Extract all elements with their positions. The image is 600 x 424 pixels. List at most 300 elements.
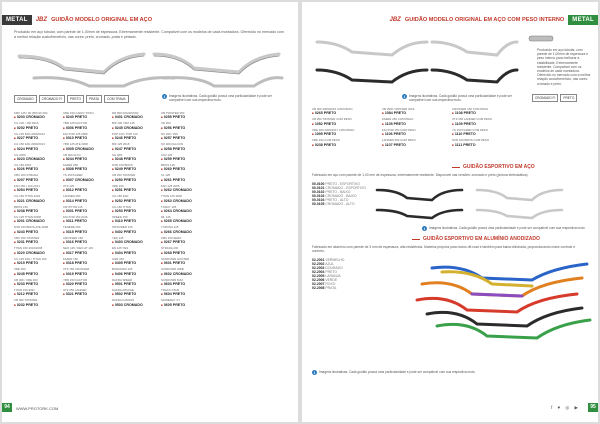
product-column bbox=[63, 112, 108, 310]
product-code: ■ 0503 CROMADO bbox=[112, 303, 157, 307]
model-name: BIZ 100 / BIZ 125 bbox=[112, 121, 135, 126]
product-code: ■ 0311 PRETO bbox=[63, 219, 108, 223]
left-note-text: Imagens ilustrativas. Cada guidão possui uma particularidade e pode ser compatível com sua respectiva moto. bbox=[169, 94, 272, 102]
product-code: ■ 0245 PRETO bbox=[14, 272, 59, 276]
product-code: ■ 0602 CROMADO bbox=[161, 272, 206, 276]
product-code: ■ 0312 PRETO bbox=[63, 188, 108, 192]
right-page bbox=[302, 2, 598, 422]
model-name: CG 160 2016 bbox=[14, 163, 32, 168]
model-name: NEO 125 / NEO AT 115 bbox=[63, 246, 94, 251]
model-name: EN 125 YES bbox=[112, 246, 129, 251]
section-aluminio-text: Fabricado em alumínio com parede de 3 mm de espessura, alta resistência. Modelos próprios para motos off-road e também para baixa cilindrada, proporcionando maior controle e conforto. bbox=[312, 245, 576, 253]
product-entry bbox=[14, 174, 59, 181]
section-esportivo-aco-list bbox=[312, 182, 366, 206]
product-code: ■ 0301 PRETO bbox=[63, 209, 108, 213]
product-code: ■ 0243 PRETO bbox=[14, 230, 59, 234]
model-name: BIZ 125 2018 bbox=[112, 142, 130, 147]
product-entry bbox=[63, 174, 108, 181]
code: 02-2004 bbox=[312, 270, 325, 274]
model-name: DAFRA KANSAS bbox=[112, 298, 135, 303]
variant: CROMADO - ALTO bbox=[325, 202, 355, 206]
product-entry bbox=[63, 164, 108, 171]
left-image-note bbox=[162, 94, 287, 102]
info-icon: i bbox=[423, 226, 426, 231]
product-entry bbox=[63, 185, 108, 192]
product-code: ■ 0315 PRETO bbox=[63, 230, 108, 234]
variant: CROMADO - ESPORTIVO bbox=[325, 186, 366, 190]
product-entry bbox=[161, 154, 206, 161]
model-name: SHINERAY XY bbox=[161, 298, 181, 303]
model-name: GSR 150 bbox=[112, 256, 124, 261]
product-entry bbox=[14, 268, 59, 275]
model-name: XTZ 250 LANDER bbox=[63, 287, 87, 292]
product-code: ■ 0604 PRETO bbox=[161, 292, 206, 296]
product-code: ■ 0252 PRETO bbox=[112, 199, 157, 203]
product-entry bbox=[112, 122, 157, 129]
model-name: CG 125 / 150 MGS bbox=[14, 121, 39, 126]
product-code: ■ 0232 PRETO bbox=[14, 303, 59, 307]
model-name: CB 300 2009/2015 COM PESO bbox=[312, 107, 353, 111]
product-code: ■ 0249 PRETO bbox=[112, 167, 157, 171]
code: 00-0102 bbox=[312, 190, 325, 194]
product-code: ■ 0231 PRETO bbox=[14, 240, 59, 244]
product-code: ■ 1111 PRETO bbox=[452, 143, 518, 147]
product-entry bbox=[161, 174, 206, 181]
product-entry bbox=[112, 216, 157, 223]
product-entry bbox=[14, 289, 59, 296]
product-code: ■ 0227 PRETO bbox=[14, 136, 59, 140]
product-entry bbox=[112, 206, 157, 213]
product-entry bbox=[14, 299, 59, 306]
product-entry bbox=[63, 289, 108, 296]
product-entry bbox=[63, 206, 108, 213]
product-code: ■ 1095 PRETO bbox=[312, 132, 378, 136]
product-entry bbox=[63, 133, 108, 140]
model-name: XL 125 bbox=[161, 173, 171, 178]
product-entry bbox=[312, 129, 378, 136]
product-entry bbox=[161, 279, 206, 286]
model-name: SH 300i bbox=[112, 152, 123, 157]
finish-tag: PRETO bbox=[67, 95, 84, 103]
code: 02-2002 bbox=[312, 262, 325, 266]
product-entry bbox=[63, 216, 108, 223]
section-esportivo-aco-text: Fabricado em aço com parede de 1,00 mm de espessura, extremamente resistente. Disponível nas versões: cromado e preto (pintura eletrostática). bbox=[312, 173, 529, 177]
model-name: SUNDOWN WEB bbox=[161, 267, 184, 272]
product-code: ■ 0202 PRETO bbox=[14, 126, 59, 130]
model-name: CB 300 TWISTER bbox=[14, 298, 38, 303]
model-name: TURUNA 125 bbox=[161, 225, 179, 230]
model-name: TITAN 150 ESD bbox=[14, 287, 35, 292]
variant: ROXO bbox=[325, 282, 336, 286]
product-entry bbox=[112, 299, 157, 306]
product-entry bbox=[14, 279, 59, 286]
product-entry bbox=[112, 195, 157, 202]
model-name: INTRUDER 125 bbox=[112, 225, 133, 230]
product-code: ■ 0238 PRETO bbox=[312, 143, 378, 147]
model-name: TRAXX STAR bbox=[161, 287, 179, 292]
model-name: CROSSER 150 COM PESO bbox=[452, 107, 489, 111]
product-entry bbox=[161, 216, 206, 223]
model-name: XTZ 150 CROSSER bbox=[63, 267, 90, 272]
product-code: ■ 0259 PRETO bbox=[161, 157, 206, 161]
model-name: FAZER 250 bbox=[63, 163, 78, 168]
code: 00-0101 bbox=[312, 186, 325, 190]
product-code: ■ 0246 PRETO bbox=[112, 136, 157, 140]
model-name: CBX 125 / 90 (BIS 90 /90) bbox=[14, 111, 48, 115]
product-entry bbox=[161, 268, 206, 275]
model-name: CB 300 / XRE 300 bbox=[14, 277, 38, 282]
right-page-title: GUIDÃO MODELO ORIGINAL EM AÇO COM PESO INTERNO bbox=[404, 16, 565, 23]
product-entry bbox=[382, 118, 448, 125]
product-entry bbox=[14, 247, 59, 254]
model-name: FAN 125 2005 bbox=[161, 183, 180, 188]
model-name: CG 160 FAN bbox=[112, 194, 129, 199]
product-entry bbox=[161, 185, 206, 192]
model-name: CG 125 FAN 2009/2014 bbox=[14, 131, 45, 136]
product-entry bbox=[452, 129, 518, 136]
product-entry bbox=[382, 139, 448, 146]
product-code: ■ 0404 PRETO bbox=[112, 251, 157, 255]
model-name: CG 160 TITAN bbox=[112, 204, 131, 209]
product-column bbox=[161, 112, 206, 310]
variant: DOURADO bbox=[325, 266, 343, 270]
product-code: ■ 0266 CROMADO bbox=[161, 230, 206, 234]
model-name: FAN 150 / 160 2014 bbox=[14, 183, 40, 188]
product-entry bbox=[14, 226, 59, 233]
product-entry bbox=[382, 108, 448, 115]
product-code: ■ 0603 PRETO bbox=[161, 282, 206, 286]
product-entry bbox=[161, 299, 206, 306]
product-code: ■ 0233 PRETO bbox=[14, 282, 59, 286]
right-note-text: Imagens ilustrativas. Cada guidão possui uma particularidade e pode ser compatível com sua respectiva moto. bbox=[409, 94, 512, 102]
product-entry bbox=[63, 279, 108, 286]
product-code: ■ 0247 PRETO bbox=[112, 147, 157, 151]
finish-tag: CROMADO FI bbox=[39, 95, 65, 103]
product-column bbox=[112, 112, 157, 310]
product-code: ■ 1109 PRETO bbox=[452, 122, 518, 126]
product-code: ■ 0253 PRETO bbox=[112, 209, 157, 213]
model-name: DAFRA SPEED bbox=[112, 277, 133, 282]
model-name: BROS 125 bbox=[161, 163, 175, 168]
model-name: CB 250 TWISTER COM PESO bbox=[312, 117, 352, 122]
product-code: ■ 1105 PRETO bbox=[382, 122, 448, 126]
model-name: BROS 150 bbox=[14, 204, 28, 209]
product-column bbox=[452, 108, 518, 150]
product-entry bbox=[14, 216, 59, 223]
product-entry bbox=[452, 139, 518, 146]
product-entry bbox=[161, 226, 206, 233]
product-entry bbox=[161, 143, 206, 150]
product-code: ■ 0262 CROMADO bbox=[161, 188, 206, 192]
product-code: ■ 0265 PRETO bbox=[312, 111, 378, 115]
right-brand-logo: JBZ bbox=[389, 16, 401, 23]
model-name: CBX 200 STRADA bbox=[14, 173, 39, 178]
product-entry bbox=[382, 129, 448, 136]
weight-insert-image bbox=[527, 32, 557, 46]
social-icons[interactable]: f ♥ ◎ ▶ bbox=[550, 405, 580, 410]
product-code: ■ 0212 PRETO bbox=[14, 292, 59, 296]
product-entry bbox=[112, 174, 157, 181]
product-code: ■ 0267 PRETO bbox=[161, 240, 206, 244]
product-code: ■ 0201 CROMADO bbox=[14, 219, 59, 223]
section2-note-text: Imagens ilustrativas. Cada guidão possui uma particularidade e pode ser compatível com sua respectiva moto. bbox=[429, 226, 586, 230]
product-code: ■ 0260 PRETO bbox=[161, 167, 206, 171]
product-code: ■ 0263 CROMADO bbox=[161, 199, 206, 203]
code-line bbox=[312, 286, 344, 290]
model-name: LANDER 250 bbox=[63, 194, 81, 199]
product-entry bbox=[112, 185, 157, 192]
product-entry bbox=[14, 133, 59, 140]
model-name: CB TWISTER 250 bbox=[161, 111, 185, 115]
model-name: NX 150 / 200 bbox=[161, 131, 178, 136]
product-entry bbox=[63, 112, 108, 119]
model-name: POP 100 / POP 110 bbox=[112, 131, 138, 136]
product-code: ■ 0401 CROMADO bbox=[112, 115, 157, 119]
product-entry bbox=[452, 108, 518, 115]
product-code: ■ 0248 PRETO bbox=[112, 157, 157, 161]
model-name: TITAN 150 2004/2008 bbox=[14, 246, 43, 251]
product-code: ■ 0319 PRETO bbox=[63, 272, 108, 276]
product-code: ■ 0240 PRETO bbox=[63, 115, 108, 119]
right-page-number: 95 bbox=[588, 403, 598, 412]
model-name: NXR 150 BROS ATE 2008 bbox=[14, 225, 49, 230]
model-name: CB 300 ALTO bbox=[63, 152, 81, 157]
product-entry bbox=[14, 195, 59, 202]
product-code: ■ 0268 PRETO bbox=[161, 251, 206, 255]
section3-note-text: Imagens ilustrativas. Cada guidão possui uma particularidade e pode ser compatível com sua respectiva moto. bbox=[319, 370, 476, 374]
product-code: ■ 0219 PRETO bbox=[14, 261, 59, 265]
variant: PRETO - ALTO bbox=[325, 198, 349, 202]
model-name: FACTOR 125 2009 bbox=[63, 131, 88, 136]
variant: PRETO bbox=[325, 270, 338, 274]
product-code: ■ 0255 PRETO bbox=[161, 115, 206, 119]
model-name: YS 150 FAZER COM PESO bbox=[452, 127, 488, 132]
product-entry bbox=[112, 237, 157, 244]
product-entry bbox=[161, 206, 206, 213]
product-entry bbox=[161, 195, 206, 202]
left-page-title: GUIDÃO MODELO ORIGINAL EM AÇO bbox=[51, 16, 153, 23]
model-name: XRE 300 2009/2017 COM PESO bbox=[312, 127, 355, 132]
model-name: YBR 125 ATE 2008 bbox=[63, 142, 88, 147]
product-code: ■ 0502 PRETO bbox=[112, 292, 157, 296]
model-name: XRE 300 bbox=[14, 267, 26, 272]
code: 00-0103 bbox=[312, 194, 325, 198]
model-name: NXR 160 BROS bbox=[112, 163, 133, 168]
model-name: NXR 160 BROS COM PESO bbox=[452, 138, 490, 143]
model-name: FAZER 250 COM PESO bbox=[382, 117, 414, 122]
code: 00-0100 bbox=[312, 182, 325, 186]
product-entry bbox=[112, 247, 157, 254]
product-entry bbox=[112, 154, 157, 161]
left-finish-tags bbox=[14, 95, 129, 103]
product-column bbox=[382, 108, 448, 150]
model-name: CBX 250 TWISTER bbox=[14, 235, 40, 240]
product-code: ■ 0221 CROMADO bbox=[14, 199, 59, 203]
product-entry bbox=[63, 258, 108, 265]
product-entry bbox=[312, 108, 378, 115]
product-entry bbox=[161, 133, 206, 140]
model-name: STRADA 200 bbox=[161, 246, 179, 251]
variant: AZUL bbox=[325, 262, 334, 266]
code: 02-2001 bbox=[312, 258, 325, 262]
product-entry bbox=[63, 247, 108, 254]
right-product-columns bbox=[312, 108, 522, 150]
product-entry bbox=[112, 268, 157, 275]
product-code: ■ 0264 CROMADO bbox=[161, 209, 206, 213]
code: 02-2003 bbox=[312, 266, 325, 270]
variant: VERMELHO bbox=[325, 258, 345, 262]
code: 02-2006 bbox=[312, 278, 325, 282]
variant: LARANJA bbox=[325, 274, 341, 278]
left-category-badge: METAL bbox=[2, 15, 32, 25]
model-name: CG 150 TITAN 2004 bbox=[14, 194, 41, 199]
section-aluminio-title: GUIDÃO ESPORTIVO EM ALUMÍNIO ANODIZADO bbox=[412, 236, 540, 242]
right-image-note bbox=[402, 94, 522, 102]
model-name: CG 125 TITAN 00/08 bbox=[14, 215, 41, 220]
model-name: FAZER 150 bbox=[63, 256, 78, 261]
section2-note bbox=[422, 226, 592, 231]
product-entry bbox=[14, 154, 59, 161]
product-column bbox=[312, 108, 378, 150]
product-entry bbox=[161, 289, 206, 296]
product-code: ■ 1107 PRETO bbox=[382, 143, 448, 147]
product-entry bbox=[112, 112, 157, 119]
product-code: ■ 0320 PRETO bbox=[63, 282, 108, 286]
product-entry bbox=[14, 112, 59, 119]
left-header bbox=[2, 14, 298, 25]
info-icon: i bbox=[403, 94, 406, 99]
left-brand-logo: JBZ bbox=[35, 16, 48, 23]
product-code: ■ 1052 PRETO bbox=[312, 122, 378, 126]
right-category-badge: METAL bbox=[568, 15, 598, 25]
model-name: LANDER 250 COM PESO bbox=[382, 138, 416, 143]
product-code: ■ 0220 CROMADO bbox=[14, 251, 59, 255]
product-entry bbox=[112, 279, 157, 286]
code: 00-0105 bbox=[312, 202, 325, 206]
product-code: ■ 0238 PRETO bbox=[14, 209, 59, 213]
product-entry bbox=[161, 122, 206, 129]
product-entry bbox=[312, 139, 378, 146]
product-entry bbox=[112, 226, 157, 233]
product-code: ■ 1108 PRETO bbox=[452, 111, 518, 115]
model-name: SUNDOWN MAX bbox=[161, 277, 184, 282]
finish-tag: CROMADO FI bbox=[532, 94, 558, 102]
product-entry bbox=[112, 133, 157, 140]
product-entry bbox=[14, 185, 59, 192]
product-code: ■ 0254 PRETO bbox=[14, 188, 59, 192]
product-code: ■ 1106 PRETO bbox=[382, 132, 448, 136]
product-entry bbox=[112, 143, 157, 150]
variant: CROMADO - BAIXO bbox=[325, 194, 357, 198]
product-code: ■ 0410 PRETO bbox=[112, 219, 157, 223]
product-entry bbox=[63, 122, 108, 129]
model-name: TODAY 125 bbox=[161, 204, 177, 209]
product-code: ■ 0261 PRETO bbox=[161, 178, 206, 182]
product-code: ■ 0403 CROMADO bbox=[112, 240, 157, 244]
model-name: DAFRA APACHE bbox=[112, 287, 134, 292]
model-name: FACTOR 150 COM PESO bbox=[382, 127, 416, 132]
product-code: ■ 0314 PRETO bbox=[63, 199, 108, 203]
product-entry bbox=[63, 237, 108, 244]
model-name: TITAN 125 2000 bbox=[161, 194, 182, 199]
model-name: CG 150 FAN 2009/2013 bbox=[14, 142, 45, 147]
code-line bbox=[312, 202, 366, 206]
product-entry bbox=[14, 143, 59, 150]
product-code: ■ 0316 PRETO bbox=[63, 240, 108, 244]
product-code: ■ 0305 CROMADO bbox=[63, 147, 108, 151]
info-icon: i bbox=[313, 370, 316, 375]
code: 00-0104 bbox=[312, 198, 325, 202]
model-name: XLR 125 bbox=[161, 152, 173, 157]
model-name: XTZ 125 bbox=[63, 183, 75, 188]
website-url: WWW.PROTORK.COM bbox=[16, 406, 59, 411]
right-intro-text: Produzido em aço tubular, com parede de 1,00mm de espessura e peso interno para melhorar a estabilidade. Extremamente resistente. Compatível com os modelos de cada montadora. Oferecido no mercado com a melhor relação custo/benefício, nas cores: cromado e preto. bbox=[537, 48, 591, 86]
finish-tag: PRETO bbox=[560, 94, 577, 102]
product-entry bbox=[63, 143, 108, 150]
finish-tag: CROMADO bbox=[14, 95, 37, 103]
right-finish-tags bbox=[532, 94, 577, 102]
product-entry bbox=[14, 206, 59, 213]
section-esportivo-aco-title: GUIDÃO ESPORTIVO EM AÇO bbox=[452, 164, 535, 170]
model-name: XTZ 250 LANDER COM PESO bbox=[452, 117, 492, 122]
product-entry bbox=[452, 118, 518, 125]
left-handlebar-images bbox=[14, 42, 284, 92]
product-code: ■ 0321 PRETO bbox=[63, 292, 108, 296]
product-entry bbox=[161, 164, 206, 171]
model-name: NX 400 FALCON bbox=[161, 142, 184, 147]
product-code: ■ 0223 CROMADO bbox=[14, 157, 59, 161]
product-code: ■ 0245 CROMADO bbox=[112, 126, 157, 130]
model-name: ML 125 bbox=[161, 215, 171, 220]
product-entry bbox=[161, 237, 206, 244]
model-name: CRYPTON 115 bbox=[63, 204, 83, 209]
model-name: YBR 150 FACTOR bbox=[63, 277, 88, 282]
product-entry bbox=[112, 164, 157, 171]
model-name: YES 125 bbox=[112, 235, 124, 240]
product-entry bbox=[161, 112, 206, 119]
model-name: YS 250 FAZER bbox=[63, 173, 83, 178]
product-code: ■ 0310 PRETO bbox=[63, 136, 108, 140]
product-entry bbox=[14, 164, 59, 171]
product-code: ■ 0501 PRETO bbox=[112, 282, 157, 286]
product-entry bbox=[63, 226, 108, 233]
model-name: DR 800 ROADSTAR bbox=[112, 111, 139, 115]
product-entry bbox=[63, 268, 108, 275]
product-code: ■ 1084 PRETO bbox=[382, 111, 448, 115]
model-name: BURGMAN 125 bbox=[112, 267, 133, 272]
model-name: CBX 150 AERO bbox=[161, 235, 182, 240]
product-entry bbox=[161, 258, 206, 265]
model-name: YBR 125 FACTOR bbox=[63, 121, 88, 126]
code: 02-2008 bbox=[312, 286, 325, 290]
finish-tag: PRATA bbox=[86, 95, 102, 103]
section-aluminio-list bbox=[312, 258, 344, 290]
model-name: CG 125 FAN / TITAN 150 bbox=[14, 256, 47, 261]
product-code: ■ 1110 PRETO bbox=[452, 132, 518, 136]
section3-note bbox=[312, 370, 582, 375]
right-header bbox=[302, 14, 598, 25]
model-name: SUNDOWN HUNTER bbox=[161, 256, 190, 261]
aluminum-sport-handlebars bbox=[412, 254, 592, 344]
model-name: SPEED 150 bbox=[112, 215, 128, 220]
left-page bbox=[2, 2, 298, 422]
product-code: ■ 0402 PRETO bbox=[112, 230, 157, 234]
model-name: FACTOR 150 2016 bbox=[63, 215, 88, 220]
product-code: ■ 0203 CROMADO bbox=[14, 115, 59, 119]
variant: VERDE bbox=[325, 278, 338, 282]
product-code: ■ 0405 PRETO bbox=[112, 261, 157, 265]
product-entry bbox=[312, 118, 378, 125]
